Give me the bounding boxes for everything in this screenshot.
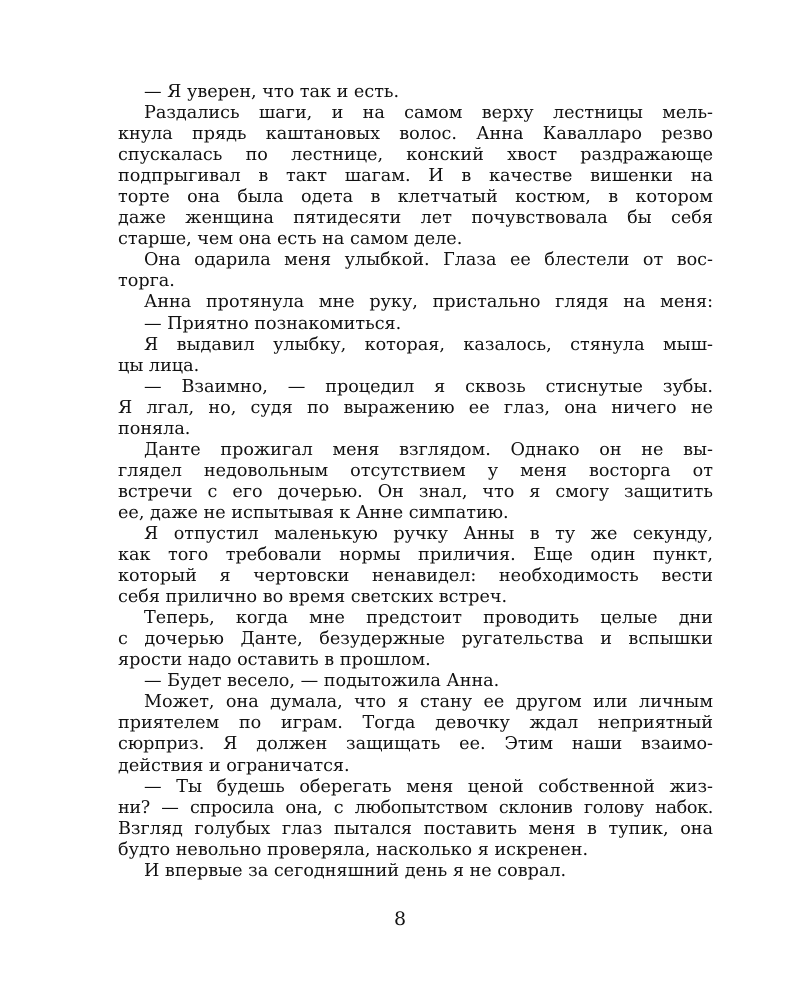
page-body xyxy=(118,82,713,882)
text-line: спускалась по лестнице, конский хвост раздражающе xyxy=(118,145,713,166)
text-line: даже женщина пятидесяти лет почувствовала бы себя xyxy=(118,208,713,229)
text-line: подпрыгивал в такт шагам. И в качестве вишенки на xyxy=(118,166,713,187)
page-number: 8 xyxy=(393,908,407,930)
text-line: ни? — спросила она, с любопытством склонив голову набок. xyxy=(118,797,713,818)
text-line: торга. xyxy=(118,271,175,292)
text-line: с дочерью Данте, безудержные ругательства и вспышки xyxy=(118,629,713,650)
text-line: Я выдавил улыбку, которая, казалось, стянула мыш- xyxy=(144,334,713,355)
text-line: цы лица. xyxy=(118,355,200,376)
text-line: Данте прожигал меня взглядом. Однако он не вы- xyxy=(144,439,713,460)
text-line: действия и ограничатся. xyxy=(118,755,350,776)
text-line: который я чертовски ненавидел: необходимость вести xyxy=(118,566,713,587)
text-line: поняла. xyxy=(118,418,191,439)
text-line: Я отпустил маленькую ручку Анны в ту же секунду, xyxy=(144,523,713,544)
text-line: Анна протянула мне руку, пристально глядя на меня: xyxy=(144,292,713,313)
text-line: Может, она думала, что я стану ее другом или личным xyxy=(144,692,713,713)
text-line: кнула прядь каштановых волос. Анна Кавалларо резво xyxy=(118,124,713,145)
text-line: — Я уверен, что так и есть. xyxy=(144,82,400,102)
text-line: Теперь, когда мне предстоит проводить целые дни xyxy=(144,608,713,629)
text-line: встречи с его дочерью. Он знал, что я смогу защитить xyxy=(118,481,713,502)
text-line: торте она была одета в клетчатый костюм, в котором xyxy=(118,187,713,208)
text-line: — Взаимно, — процедил я сквозь стиснутые зубы. xyxy=(144,376,713,397)
text-line: И впервые за сегодняшний день я не соврал. xyxy=(144,860,567,881)
text-line: Раздались шаги, и на самом верху лестницы мель- xyxy=(144,103,713,124)
text-line: ярости надо оставить в прошлом. xyxy=(118,650,431,671)
text-line: ее, даже не испытывая к Анне симпатию. xyxy=(118,502,509,523)
text-line: старше, чем она есть на самом деле. xyxy=(118,229,463,250)
text-line: Взгляд голубых глаз пытался поставить меня в тупик, она xyxy=(118,818,713,839)
text-line: сюрприз. Я должен защищать ее. Этим наши взаимо- xyxy=(118,734,713,755)
text-line: — Приятно познакомиться. xyxy=(144,313,402,334)
text-line: глядел недовольным отсутствием у меня восторга от xyxy=(118,460,713,481)
text-line: — Будет весело, — подытожила Анна. xyxy=(144,671,500,692)
text-line: Я лгал, но, судя по выражению ее глаз, она ничего не xyxy=(118,397,713,418)
text-line: Она одарила меня улыбкой. Глаза ее блестели от вос- xyxy=(144,250,713,271)
text-line: себя прилично во время светских встреч. xyxy=(118,587,508,608)
text-line: приятелем по играм. Тогда девочку ждал неприятный xyxy=(118,713,713,734)
text-line: как того требовали нормы приличия. Еще один пункт, xyxy=(118,545,713,566)
text-line: — Ты будешь оберегать меня ценой собственной жиз- xyxy=(144,776,713,797)
text-line: будто невольно проверяла, насколько я искренен. xyxy=(118,839,589,860)
